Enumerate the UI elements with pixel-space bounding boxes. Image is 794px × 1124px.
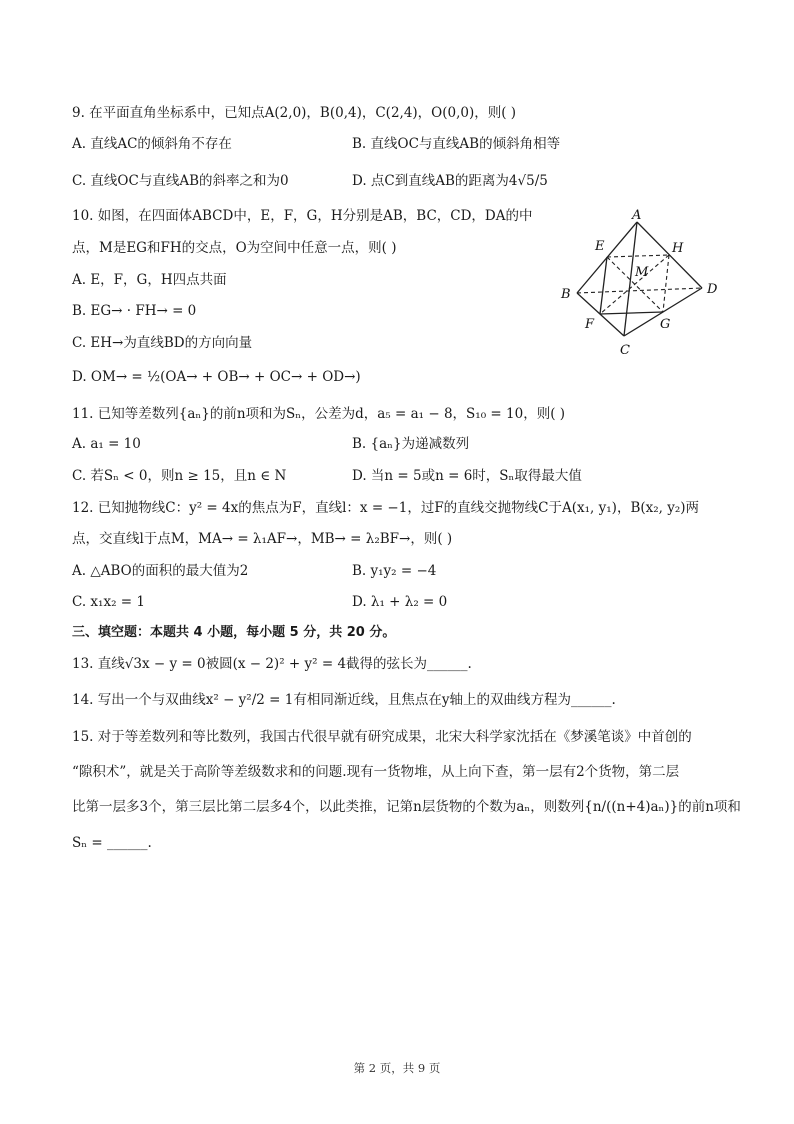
edge-ef	[600, 257, 607, 314]
q11-option-c: C. 若Sₙ < 0，则n ≥ 15，且n ∈ N	[72, 468, 287, 484]
q15-line3: 比第一层多3个，第三层比第二层多4个，以此类推，记第n层货物的个数为aₙ，则数列{n/((n+4)aₙ)}的前n项和	[72, 799, 741, 815]
q10-option-c: C. EH→为直线BD的方向向量	[72, 335, 253, 351]
q11-option-d: D. 当n = 5或n = 6时，Sₙ取得最大值	[352, 468, 582, 484]
edge-eh	[607, 255, 669, 257]
label-m: M	[635, 265, 649, 280]
q12-option-b: B. y₁y₂ = −4	[352, 563, 437, 579]
q10-stem-line1: 10. 如图，在四面体ABCD中，E，F，G，H分别是AB，BC，CD，DA的中	[72, 208, 533, 224]
label-a: A	[632, 208, 642, 223]
q15-line1: 15. 对于等差数列和等比数列，我国古代很早就有研究成果，北宋大科学家沈括在《梦溪笔谈》中首创的	[72, 729, 692, 745]
q10-option-d: D. OM→ = ½(OA→ + OB→ + OC→ + OD→)	[72, 369, 361, 385]
label-e: E	[595, 239, 605, 254]
q15-line4: Sₙ = ______.	[72, 835, 152, 851]
q14-stem: 14. 写出一个与双曲线x² − y²/2 = 1有相同渐近线，且焦点在y轴上的双曲线方程为______.	[72, 692, 616, 708]
section-3-heading: 三、填空题：本题共 4 小题，每小题 5 分，共 20 分。	[72, 625, 396, 640]
edge-hg	[663, 255, 669, 312]
segment-fh	[600, 255, 669, 314]
q15-line2: “隙积术”，就是关于高阶等差级数求和的问题.现有一货物堆，从上向下查，第一层有2个货物，第二层	[72, 764, 680, 780]
q13-stem: 13. 直线√3x − y = 0被圆(x − 2)² + y² = 4截得的弦长为______.	[72, 656, 472, 672]
q10-option-b: B. EG→ · FH→ = 0	[72, 303, 197, 319]
label-g: G	[660, 317, 671, 332]
q9-option-b: B. 直线OC与直线AB的倾斜角相等	[352, 136, 561, 152]
q9-option-a: A. 直线AC的倾斜角不存在	[72, 136, 232, 152]
label-h: H	[672, 241, 684, 256]
q12-option-c: C. x₁x₂ = 1	[72, 594, 145, 610]
q10-option-a: A. E，F，G，H四点共面	[72, 272, 227, 288]
label-b: B	[561, 287, 571, 302]
q9-stem: 9. 在平面直角坐标系中，已知点A(2,0)，B(0,4)，C(2,4)，O(0,0)，则( )	[72, 105, 517, 121]
q12-option-d: D. λ₁ + λ₂ = 0	[352, 594, 448, 610]
q11-stem: 11. 已知等差数列{aₙ}的前n项和为Sₙ，公差为d，a₅ = a₁ − 8，S₁₀ = 10，则( )	[72, 406, 566, 422]
label-f: F	[585, 317, 595, 332]
q9-option-d: D. 点C到直线AB的距离为4√5/5	[352, 173, 548, 189]
q12-stem-line1: 12. 已知抛物线C：y² = 4x的焦点为F，直线l：x = −1，过F的直线交抛物线C于A(x₁, y₁)，B(x₂, y₂)两	[72, 500, 700, 516]
q11-option-b: B. {aₙ}为递减数列	[352, 436, 470, 452]
edge-fg	[600, 312, 663, 314]
q12-stem-line2: 点，交直线l于点M，MA→ = λ₁AF→，MB→ = λ₂BF→，则( )	[72, 531, 453, 547]
label-d: D	[707, 282, 718, 297]
q12-option-a: A. △ABO的面积的最大值为2	[72, 563, 249, 579]
page-footer: 第 2 页，共 9 页	[353, 1061, 441, 1075]
tetrahedron-figure	[552, 208, 730, 358]
q10-stem-line2: 点，M是EG和FH的交点，O为空间中任意一点，则( )	[72, 240, 397, 256]
q11-option-a: A. a₁ = 10	[72, 436, 141, 452]
label-c: C	[620, 343, 630, 358]
q9-option-c: C. 直线OC与直线AB的斜率之和为0	[72, 173, 289, 189]
